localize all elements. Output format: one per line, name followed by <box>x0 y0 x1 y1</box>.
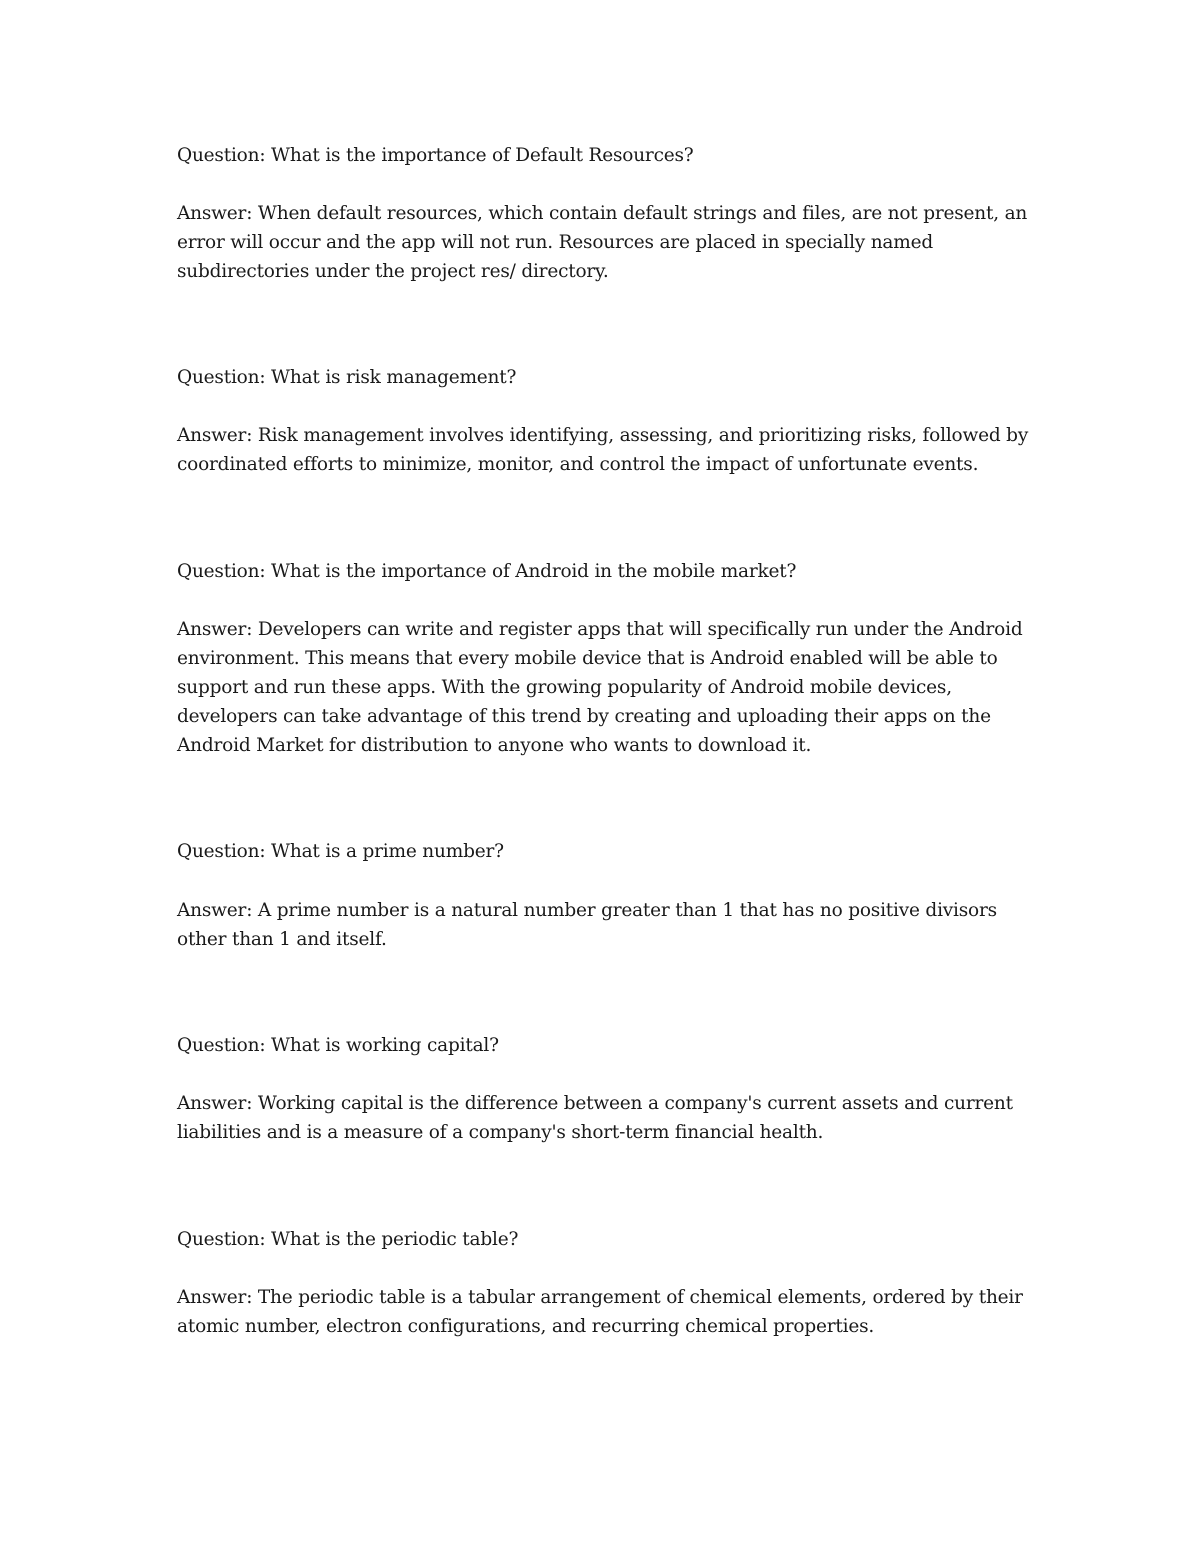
answer-text: Answer: When default resources, which contain default strings and files, are not present, an error will occur and the app will not run. Resources are placed in specially named subdirectories under the project res/ directory. <box>177 203 1028 282</box>
answer-text: Answer: Working capital is the difference between a company's current assets and current liabilities and is a measure of a company's short-term financial health. <box>177 1093 1013 1143</box>
answer-text: Answer: A prime number is a natural number greater than 1 that has no positive divisors other than 1 and itself. <box>177 900 997 950</box>
answer-text: Answer: The periodic table is a tabular arrangement of chemical elements, ordered by their atomic number, electron configurations, and recurring chemical properties. <box>177 1287 1023 1337</box>
question-text: Question: What is risk management? <box>177 367 517 388</box>
question-text: Question: What is the periodic table? <box>177 1229 519 1250</box>
answer-text: Answer: Developers can write and register apps that will specifically run under the Android environment. This means that every mobile device that is Android enabled will be able to support and run these apps. With the growing popularity of Android mobile devices, developers can take advantage of this trend by creating and uploading their apps on the Android Market for distribution to anyone who wants to download it. <box>177 619 1023 756</box>
answer-text: Answer: Risk management involves identifying, assessing, and prioritizing risks, followed by coordinated efforts to minimize, monitor, and control the impact of unfortunate events. <box>177 425 1029 475</box>
question-text: Question: What is the importance of Android in the mobile market? <box>177 561 797 582</box>
question-text: Question: What is working capital? <box>177 1035 499 1056</box>
question-text: Question: What is a prime number? <box>177 841 504 862</box>
question-text: Question: What is the importance of Default Resources? <box>177 145 694 166</box>
